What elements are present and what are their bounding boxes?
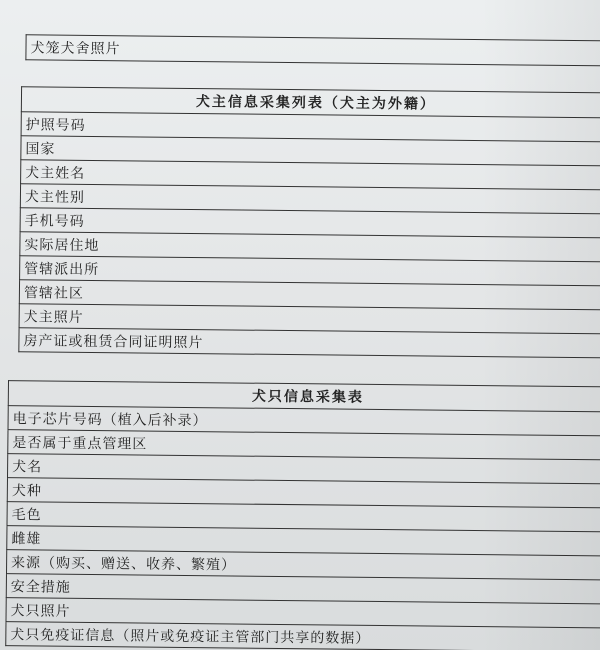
dog-table-title: 犬只信息采集表 [8,381,600,412]
row-country: 国家 [21,136,600,166]
row-owner-photo: 犬主照片 [19,304,600,334]
row-key-management-area: 是否属于重点管理区 [8,430,600,460]
row-dog-photo: 犬只照片 [6,598,600,628]
row-owner-name: 犬主姓名 [21,160,600,190]
table-row [26,35,600,66]
kennel-photo-table [25,34,600,66]
row-owner-gender: 犬主性别 [20,184,600,214]
row-coat-color: 毛色 [7,502,600,532]
row-property-proof-photo: 房产证或租赁合同证明照片 [19,328,600,358]
row-police-station: 管辖派出所 [20,256,600,286]
row-chip-number: 电子芯片号码（植入后补录） [8,406,600,436]
dog-info-table [5,380,600,650]
row-immunization-info: 犬只免疫证信息（照片或免疫证主管部门共享的数据） [6,622,600,650]
row-phone-number: 手机号码 [20,208,600,238]
kennel-photo-cell: 犬笼犬舍照片 [26,35,600,66]
row-safety-measures: 安全措施 [6,574,600,604]
row-passport-number: 护照号码 [21,112,600,142]
row-residence: 实际居住地 [20,232,600,262]
owner-table-title: 犬主信息采集列表（犬主为外籍） [21,87,600,118]
row-sex: 雌雄 [7,526,600,556]
row-community: 管辖社区 [19,280,600,310]
row-dog-name: 犬名 [7,454,600,484]
row-breed: 犬种 [7,478,600,508]
owner-info-table [18,86,600,358]
row-source: 来源（购买、赠送、收养、繁殖） [6,550,600,580]
table-row [19,328,600,358]
